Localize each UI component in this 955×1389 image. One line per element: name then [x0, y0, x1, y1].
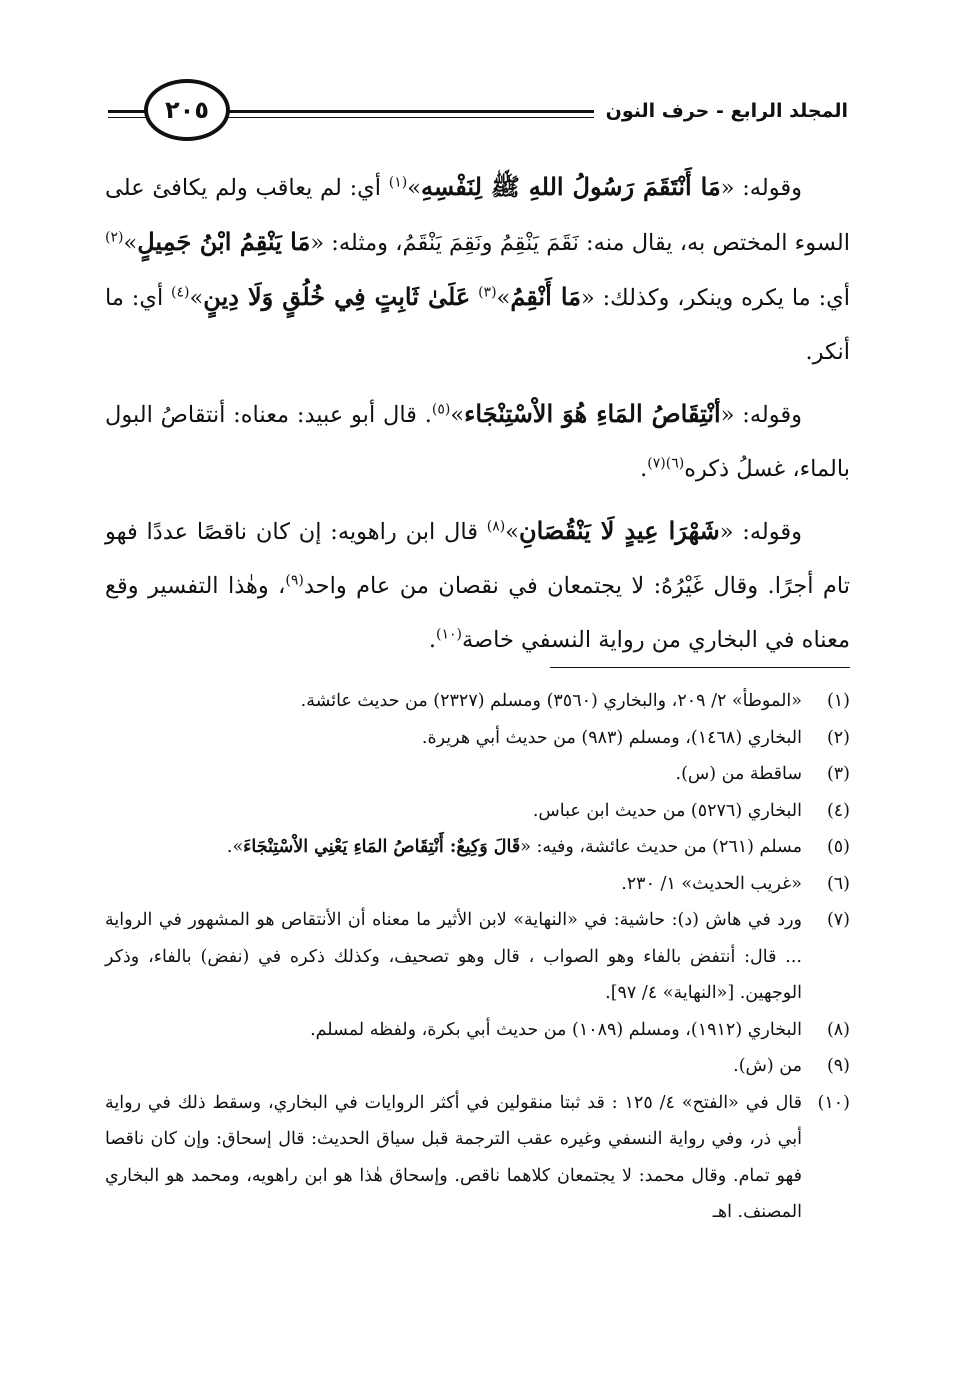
- footnote-number: (٢): [826, 727, 850, 748]
- footnote-number: (١٠): [817, 1092, 850, 1113]
- footnote-ref: (٢): [105, 229, 124, 246]
- hadith-quote: مَا أَنْقِمُ: [510, 282, 581, 311]
- page-number: ٢٠٥: [144, 79, 230, 141]
- page-header: [108, 70, 848, 150]
- footnote-ref: (٣): [478, 284, 497, 301]
- hadith-quote: مَا أَنْتَقَمَ رَسُولُ اللهِ ﷺ لِنَفْسِهِ: [421, 172, 721, 201]
- footnote-bold-quote: قَالَ وَكِيعٌ: أَنْتِقَاصُ المَاءِ يَعْنِي الاْسْتِنْجَاءَ: [243, 837, 521, 857]
- hadith-quote: شَهْرَا عِيدٍ لَا يَنْقُصَانِ: [518, 516, 720, 545]
- footnote-ref: (٦)(٧): [647, 455, 685, 472]
- footnote-separator: [550, 667, 850, 668]
- footnote-6: (٦) «غريب الحديث» ١/ ٢٣٠.: [105, 866, 850, 903]
- footnote-2: (٢) البخاري (١٤٦٨)، ومسلم (٩٨٣) من حديث أبي هريرة.: [105, 720, 850, 757]
- hadith-quote: عَلَىٰ ثَابِتٍ فِي خُلُقٍ وَلَا دِينٍ: [203, 282, 471, 311]
- footnote-number: (٩): [826, 1056, 850, 1076]
- hadith-quote: أنْتِقَاصُ المَاءِ هُوَ الاْسْتِنْجَاء: [464, 399, 721, 428]
- footnote-number: (٦): [826, 873, 850, 894]
- paragraph-1: وقوله: «مَا أَنْتَقَمَ رَسُولُ اللهِ ﷺ لِنَفْسِهِ»$^{(١)}$ أي: لم يعاقب ولم يكافئ على السوء المختص به، يقال منه: نَقَمَ يَنْقِمُ ونَقِمَ يَنْقَمُ، ومثله: «مَا يَنْقِمُ ابْنُ جَمِيلٍ»$^{(٢)}$ أي: ما يكره وينكر، وكذلك: «مَا أَنْقِمُ»$^{(٣)}$ عَلَىٰ ثَابِتٍ فِي خُلُقٍ وَلَا دِينٍ»$^{(٤)}$ أي: ما أنكر.: [105, 172, 851, 365]
- footnote-number: (٤): [826, 800, 850, 821]
- footnote-5: (٥) مسلم (٢٦١) من حديث عائشة، وفيه: «قَالَ وَكِيعٌ: أَنْتِقَاصُ المَاءِ يَعْنِي الاْسْتِنْجَاءَ».: [105, 829, 850, 866]
- footnote-ref: (٥): [431, 401, 451, 418]
- footnote-4: (٤) البخاري (٥٢٧٦) من حديث ابن عباس.: [105, 793, 850, 830]
- paragraph-2: وقوله: «أنْتِقَاصُ المَاءِ هُوَ الاْسْتِنْجَاء»$^{(٥)}$. قال أبو عبيد: معناه: أنتقاصُ البول بالماء، غسلُ ذكره$^{(٦)(٧)}$.: [105, 399, 850, 482]
- footnote-ref: (١٠): [435, 626, 462, 643]
- footnote-ref: (٨): [486, 518, 506, 535]
- footnote-ref: (٤): [171, 284, 190, 301]
- footnote-3: (٣) ساقطة من (س).: [105, 756, 850, 793]
- footnote-1: (١) «الموطأ» ٢/ ٢٠٩، والبخاري (٣٥٦٠) ومسلم (٢٣٢٧) من حديث عائشة.: [105, 683, 850, 720]
- hadith-quote: مَا يَنْقِمُ ابْنُ جَمِيلٍ: [137, 227, 311, 256]
- footnote-number: (٨): [826, 1019, 850, 1040]
- footnote-9: (٩) من (ش).: [105, 1048, 850, 1085]
- running-title: المجلد الرابع - حرف النون: [594, 98, 848, 124]
- paragraph-3: وقوله: «شَهْرَا عِيدٍ لَا يَنْقُصَانِ»$^{(٨)}$ قال ابن راهويه: إن كان ناقصًا عددًا فهو تام أجرًا. وقال غَيْرُهُ: لا يجتمعان في نقصان من عام واحد$^{(٩)}$، وهٰذا التفسير وقع معناه في البخاري من رواية النسفي خاصة$^{(١٠)}$.: [105, 516, 850, 653]
- footnote-number: (٥): [826, 837, 850, 857]
- main-text: [105, 160, 850, 675]
- footnote-number: (٣): [826, 764, 850, 784]
- footnote-number: (١): [826, 691, 850, 711]
- footnote-ref: (٩): [285, 572, 304, 589]
- footnotes-list: [105, 683, 850, 1231]
- footnote-10: (١٠) قال في «الفتح» ٤/ ١٢٥ : قد ثبتا منقولين في أكثر الروايات في البخاري، وسقط ذلك في رواية أبي ذر، وفي رواية النسفي وغيره عقب الترجمة قبل سياق الحديث: قال إسحاق: وإن كان ناقصا فهو تمام. وقال محمد: لا يجتمعان كلاهما ناقص. وإسحاق هٰذا هو ابن راهويه، ومحمد هو البخاري المصنف. اهـ: [105, 1085, 850, 1231]
- footnote-ref: (١): [388, 174, 408, 191]
- footnote-7: (٧) ورد في هاش (د): حاشية: في «النهاية» لابن الأثير ما معناه أن الأنتقاص هو المشهور في الرواية ... قال: أنتفض بالفاء وهو الصواب ، قال وهو تصحيف، وكذلك ذكره في (نفض) بالفاء، وذكر الوجهين. [«النهاية» ٤/ ٩٧].: [105, 902, 850, 1012]
- footnote-8: (٨) البخاري (١٩١٢)، ومسلم (١٠٨٩) من حديث أبي بكرة، ولفظه لمسلم.: [105, 1012, 850, 1049]
- footnote-number: (٧): [826, 910, 850, 930]
